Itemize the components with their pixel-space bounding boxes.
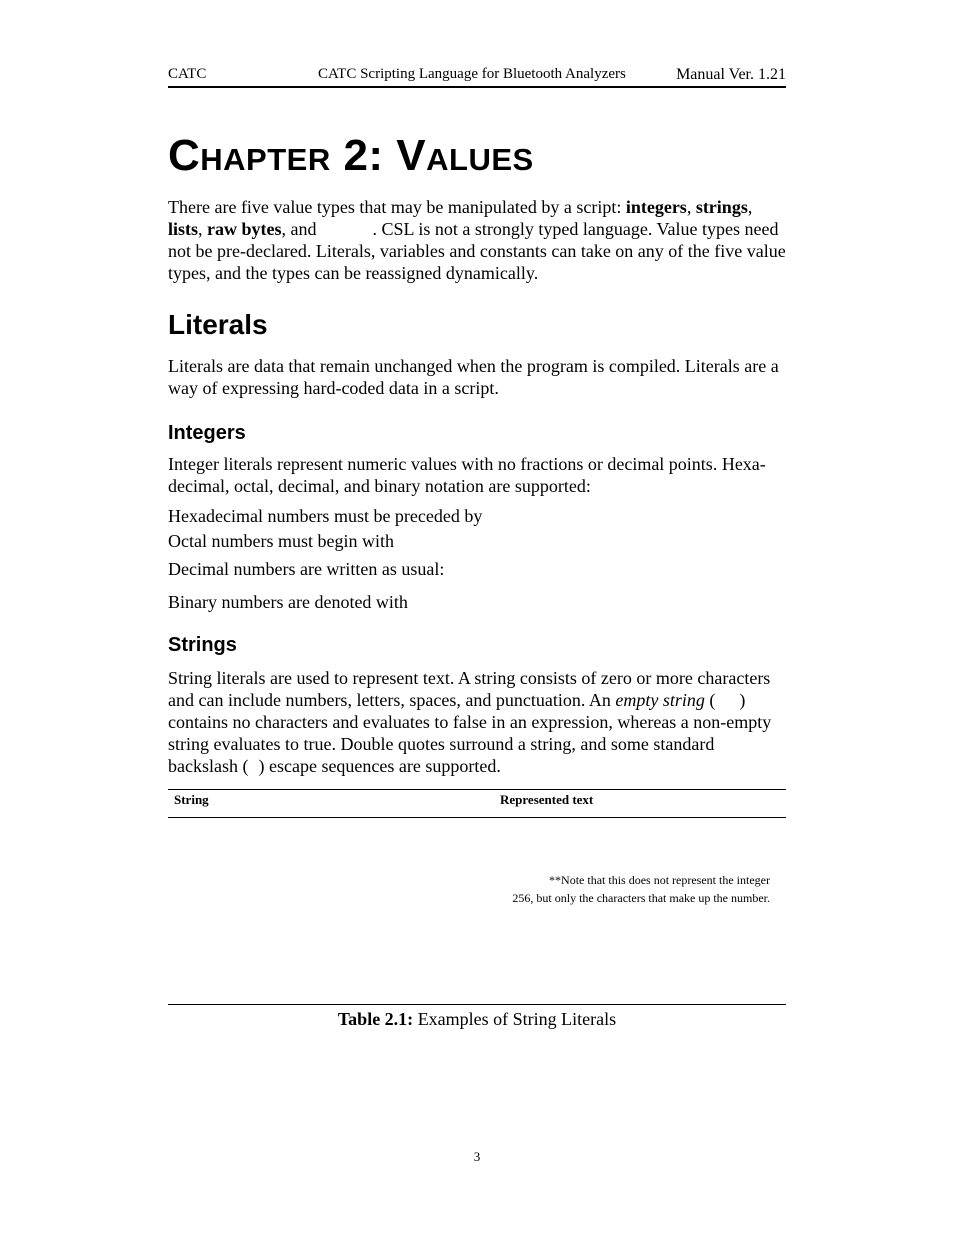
octal-line: Octal numbers must begin with (168, 531, 394, 551)
intro-strings: strings (695, 197, 748, 217)
header-right: Manual Ver. 1.21 (676, 66, 786, 83)
table-caption-text: Examples of String Literals (413, 1009, 617, 1029)
strings-text-1: String literals are used to represent text. A string consists of zero or more characters and can include numbers, letters, spaces, and punctuation. An (168, 668, 771, 710)
table-note-line-1: **Note that this does not represent the integer (549, 873, 770, 887)
integers-heading: Integers (168, 422, 246, 444)
header-left: CATC (168, 66, 207, 82)
strings-heading: Strings (168, 634, 237, 656)
integers-paragraph-line-1: Integer literals represent numeric values with no fractions or decimal points. Hexa- (168, 454, 766, 474)
strings-text-4: contains no characters and evaluates to false in an expression, whereas a non-empty string evaluates to true. Double quotes surround a string, and some standard backslash ( (168, 712, 772, 776)
table-note-line-2: 256, but only the characters that make up the number. (512, 891, 770, 905)
table-caption-label: Table 2.1: (337, 1009, 414, 1029)
intro-text-1: There are five value types that may be manipulated by a script: (168, 197, 626, 217)
strings-text-3: ) (739, 690, 746, 710)
header-center: CATC Scripting Language for Bluetooth Analyzers (318, 66, 626, 82)
decimal-line: Decimal numbers are written as usual: (168, 559, 445, 579)
table-header-string: String (174, 792, 209, 807)
strings-text-2: ( (704, 690, 716, 710)
strings-empty-string: empty string (615, 690, 705, 710)
intro-raw-bytes: raw bytes (207, 219, 282, 239)
binary-line: Binary numbers are denoted with (168, 592, 408, 612)
intro-integers: integers (625, 197, 687, 217)
integers-paragraph-line-2: decimal, octal, decimal, and binary notation are supported: (168, 476, 591, 496)
table-top-rule (168, 789, 786, 790)
table-header-rule (168, 817, 786, 818)
intro-comma-3: , (198, 219, 208, 239)
intro-comma-2: , (747, 197, 753, 217)
intro-text-2: , and (281, 219, 317, 239)
table-caption (168, 1008, 786, 1030)
chapter-title: Chapter 2: Values (168, 131, 534, 180)
intro-paragraph (168, 196, 788, 284)
running-header (168, 64, 786, 88)
table-bottom-rule (168, 1004, 786, 1005)
intro-comma-1: , (686, 197, 696, 217)
intro-text-3: . CSL is not a strongly typed language. Value types need not be pre-declared. Literals, variables and constants can take on any of the five value types, and the types can be reassigned dynamically. (168, 219, 786, 283)
strings-text-5: ) escape sequences are supported. (258, 756, 501, 776)
strings-paragraph (168, 667, 788, 777)
literals-paragraph: Literals are data that remain unchanged when the program is compiled. Literals are a way of expressing hard-coded data in a script. (168, 356, 779, 398)
integers-paragraph (168, 453, 788, 497)
literals-heading: Literals (168, 309, 268, 340)
table-header-represented-text: Represented text (500, 792, 594, 807)
table-note (500, 871, 770, 907)
page-number: 3 (473, 1149, 481, 1164)
intro-lists: lists (168, 219, 199, 239)
hex-line: Hexadecimal numbers must be preceded by (168, 506, 483, 526)
